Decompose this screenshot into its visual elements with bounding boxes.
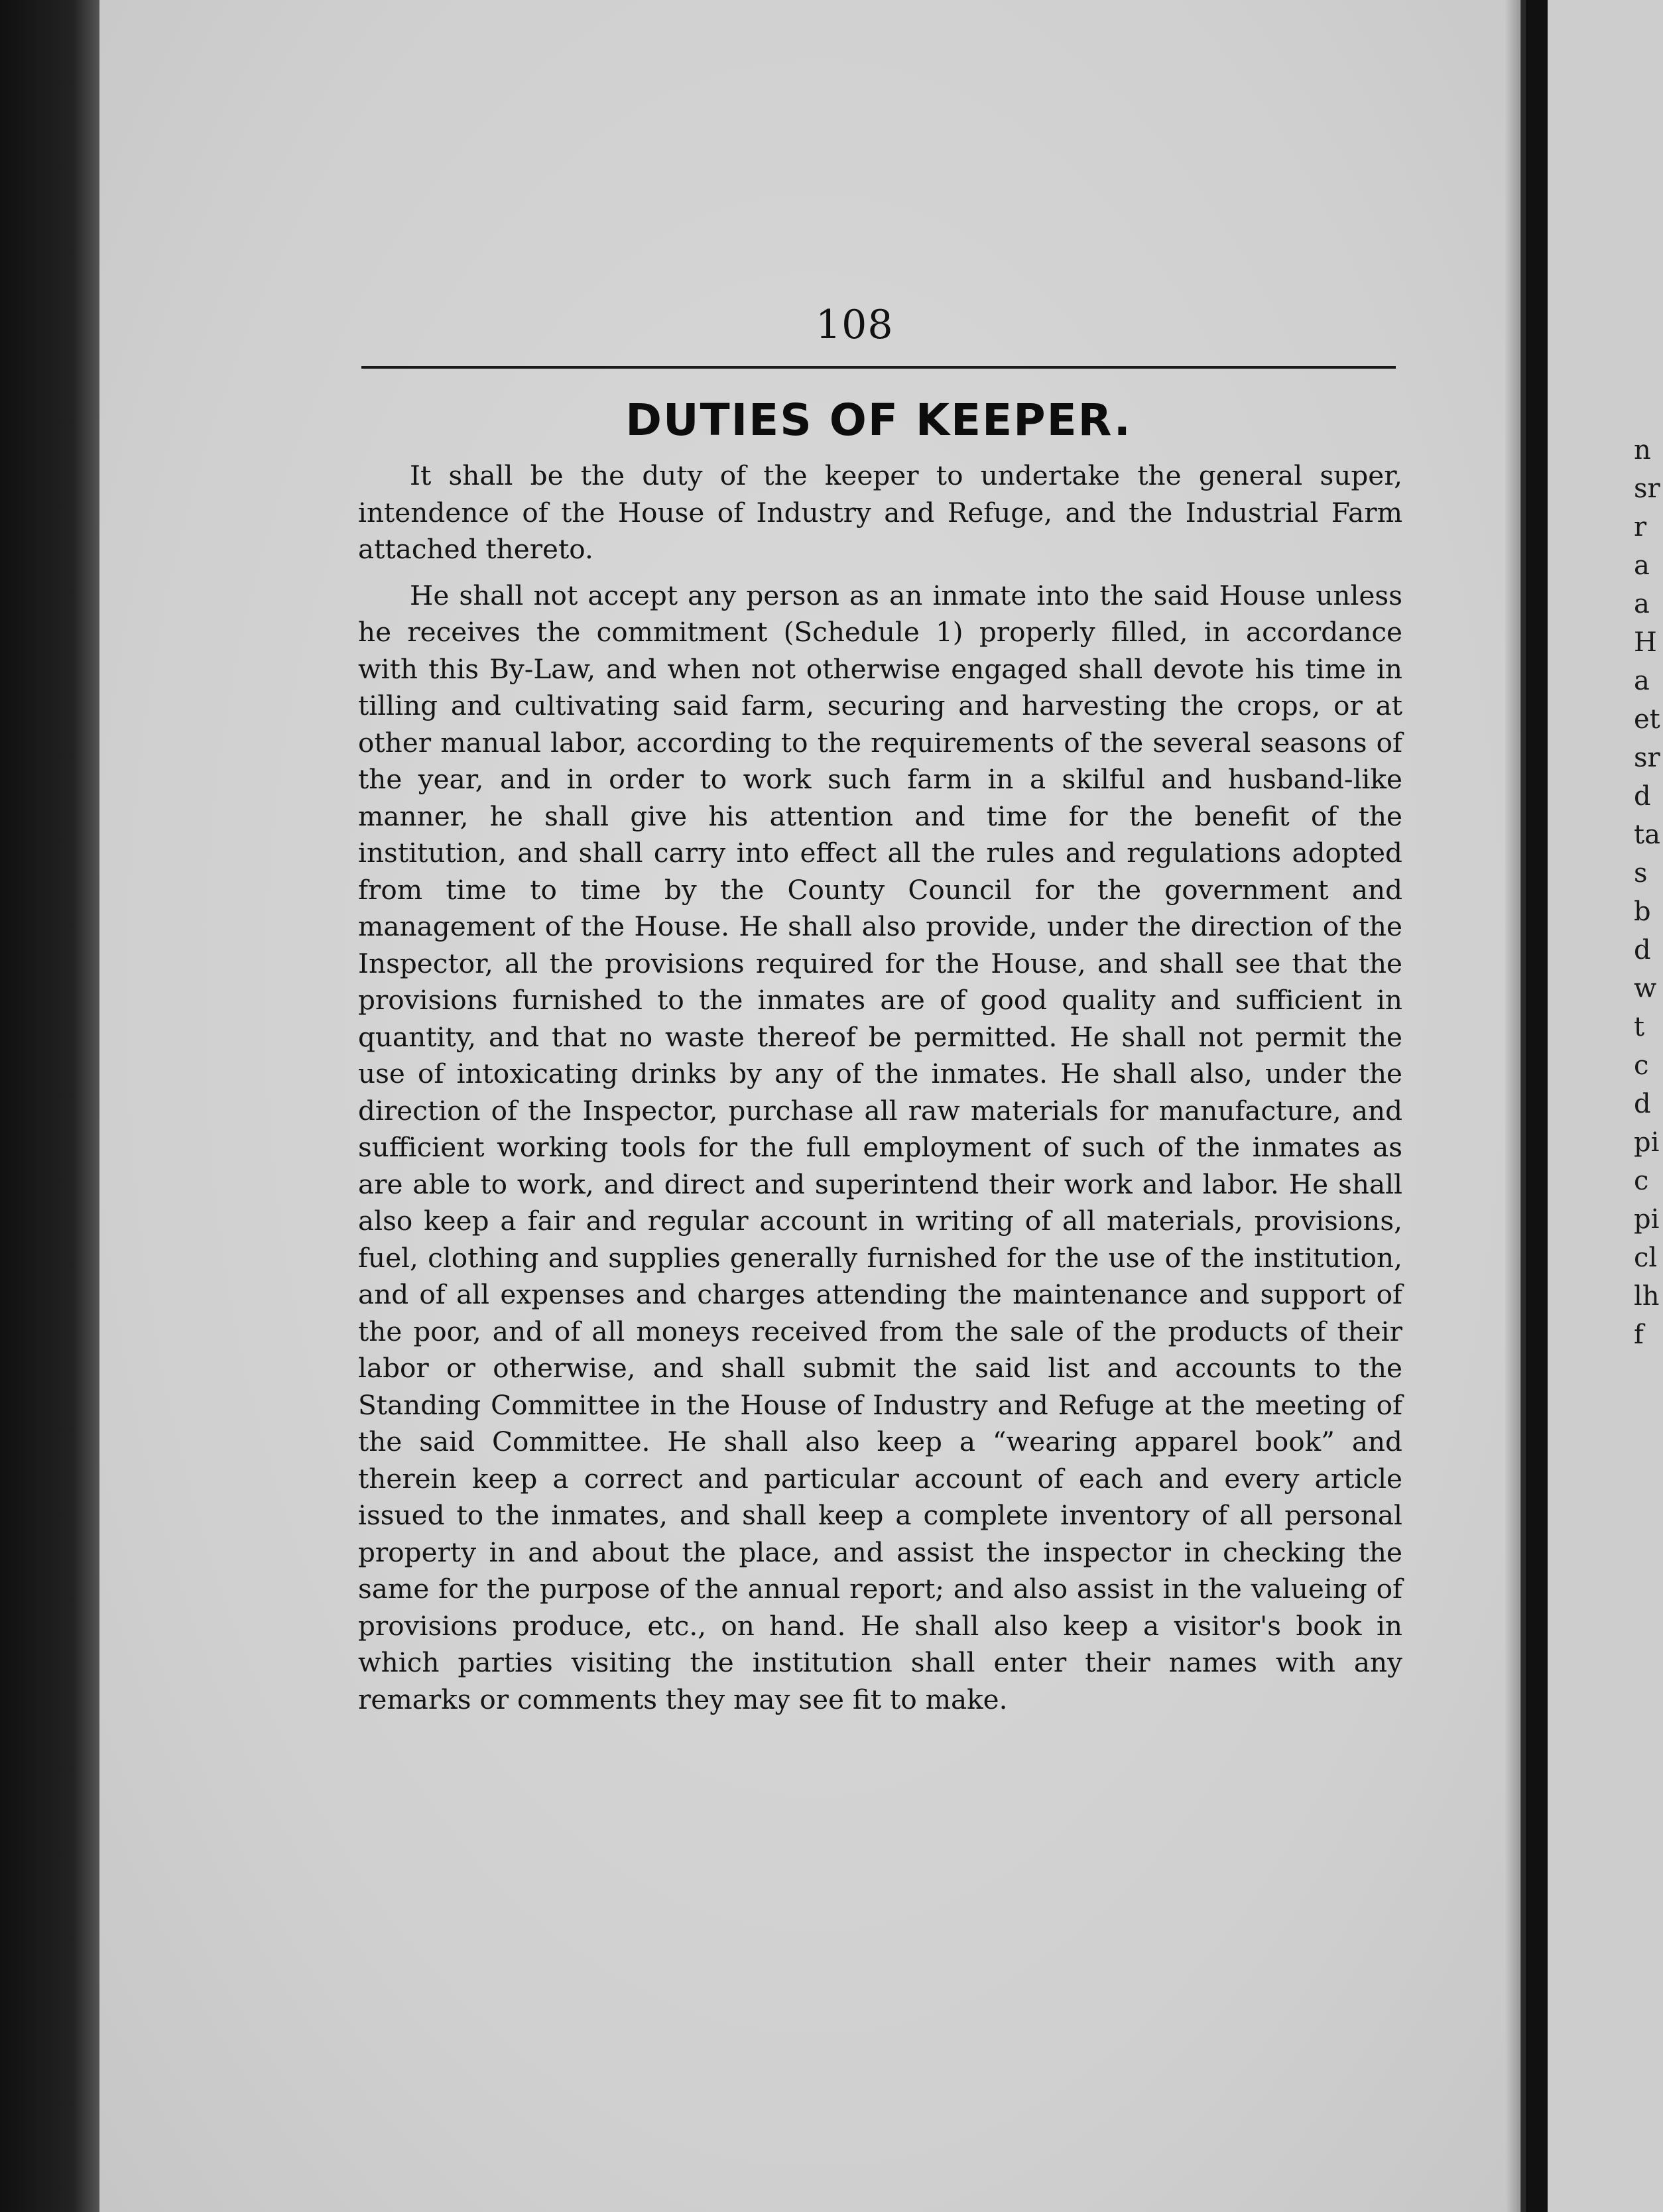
adjacent-page (1548, 0, 1663, 2212)
body-text (358, 458, 1402, 1727)
scan-border-left (0, 0, 99, 2212)
header-rule (361, 366, 1396, 369)
adjacent-page-text-fragment: nsrraaHaet srdtas bdwt c dpi cpicllhf (1634, 435, 1660, 1350)
paragraph-1: It shall be the duty of the keeper to undertake the general super, intendence of the House of Industry and Refuge, and the Industrial Farm attached thereto. (358, 460, 1402, 565)
scan-border-right (1526, 0, 1548, 2212)
book-gutter (1520, 0, 1526, 2212)
paragraph-2: He shall not accept any person as an inmate into the said House unless he receives the commitment (Schedule 1) properly filled, in accordance with this By-Law, and when not otherwise engaged shall devote his time in tilling and cultivating said farm, securing and harvesting the crops, or at other manual labor, according to the requirements of the several seasons of the year, and in order to work such farm in a skilful and husband-like manner, he shall give his attention and time for the benefit of the institution, and shall carry into effect all the rules and regulations adopted from time to time by the County Council for the government and management of the House. He shall also provide, under the direction of the Inspector, all the provisions required for the House, and shall see that the provisions furnished to the inmates are of good quality and sufficient in quantity, and that no waste thereof be permitted. He shall not permit the use of intoxicating drinks by any of the inmates. He shall also, under the direction of the Inspector, purchase all raw materials for manufacture, and sufficient working tools for the full employment of such of the inmates as are able to work, and direct and superintend their work and labor. He shall also keep a fair and regular account in writing of all materials, provisions, fuel, clothing and supplies generally furnished for the use of the institution, and of all expenses and charges attending the maintenance and support of the poor, and of all moneys received from the sale of the products of their labor or otherwise, and shall submit the said list and accounts to the Standing Committee in the House of Industry and Refuge at the meeting of the said Committee. He shall also keep a “wearing apparel book” and therein keep a correct and particular account of each and every article issued to the inmates, and shall keep a complete inventory of all personal property in and about the place, and assist the inspector in checking the same for the purpose of the annual report; and also assist in the valueing of provisions produce, etc., on hand. He shall also keep a visitor's book in which parties visiting the institution shall enter their names with any remarks or comments they may see fit to make. (358, 579, 1402, 1715)
page-number: 108 (816, 302, 894, 348)
page-edge-shadow (1505, 0, 1520, 2212)
section-title: DUTIES OF KEEPER. (625, 395, 1132, 446)
